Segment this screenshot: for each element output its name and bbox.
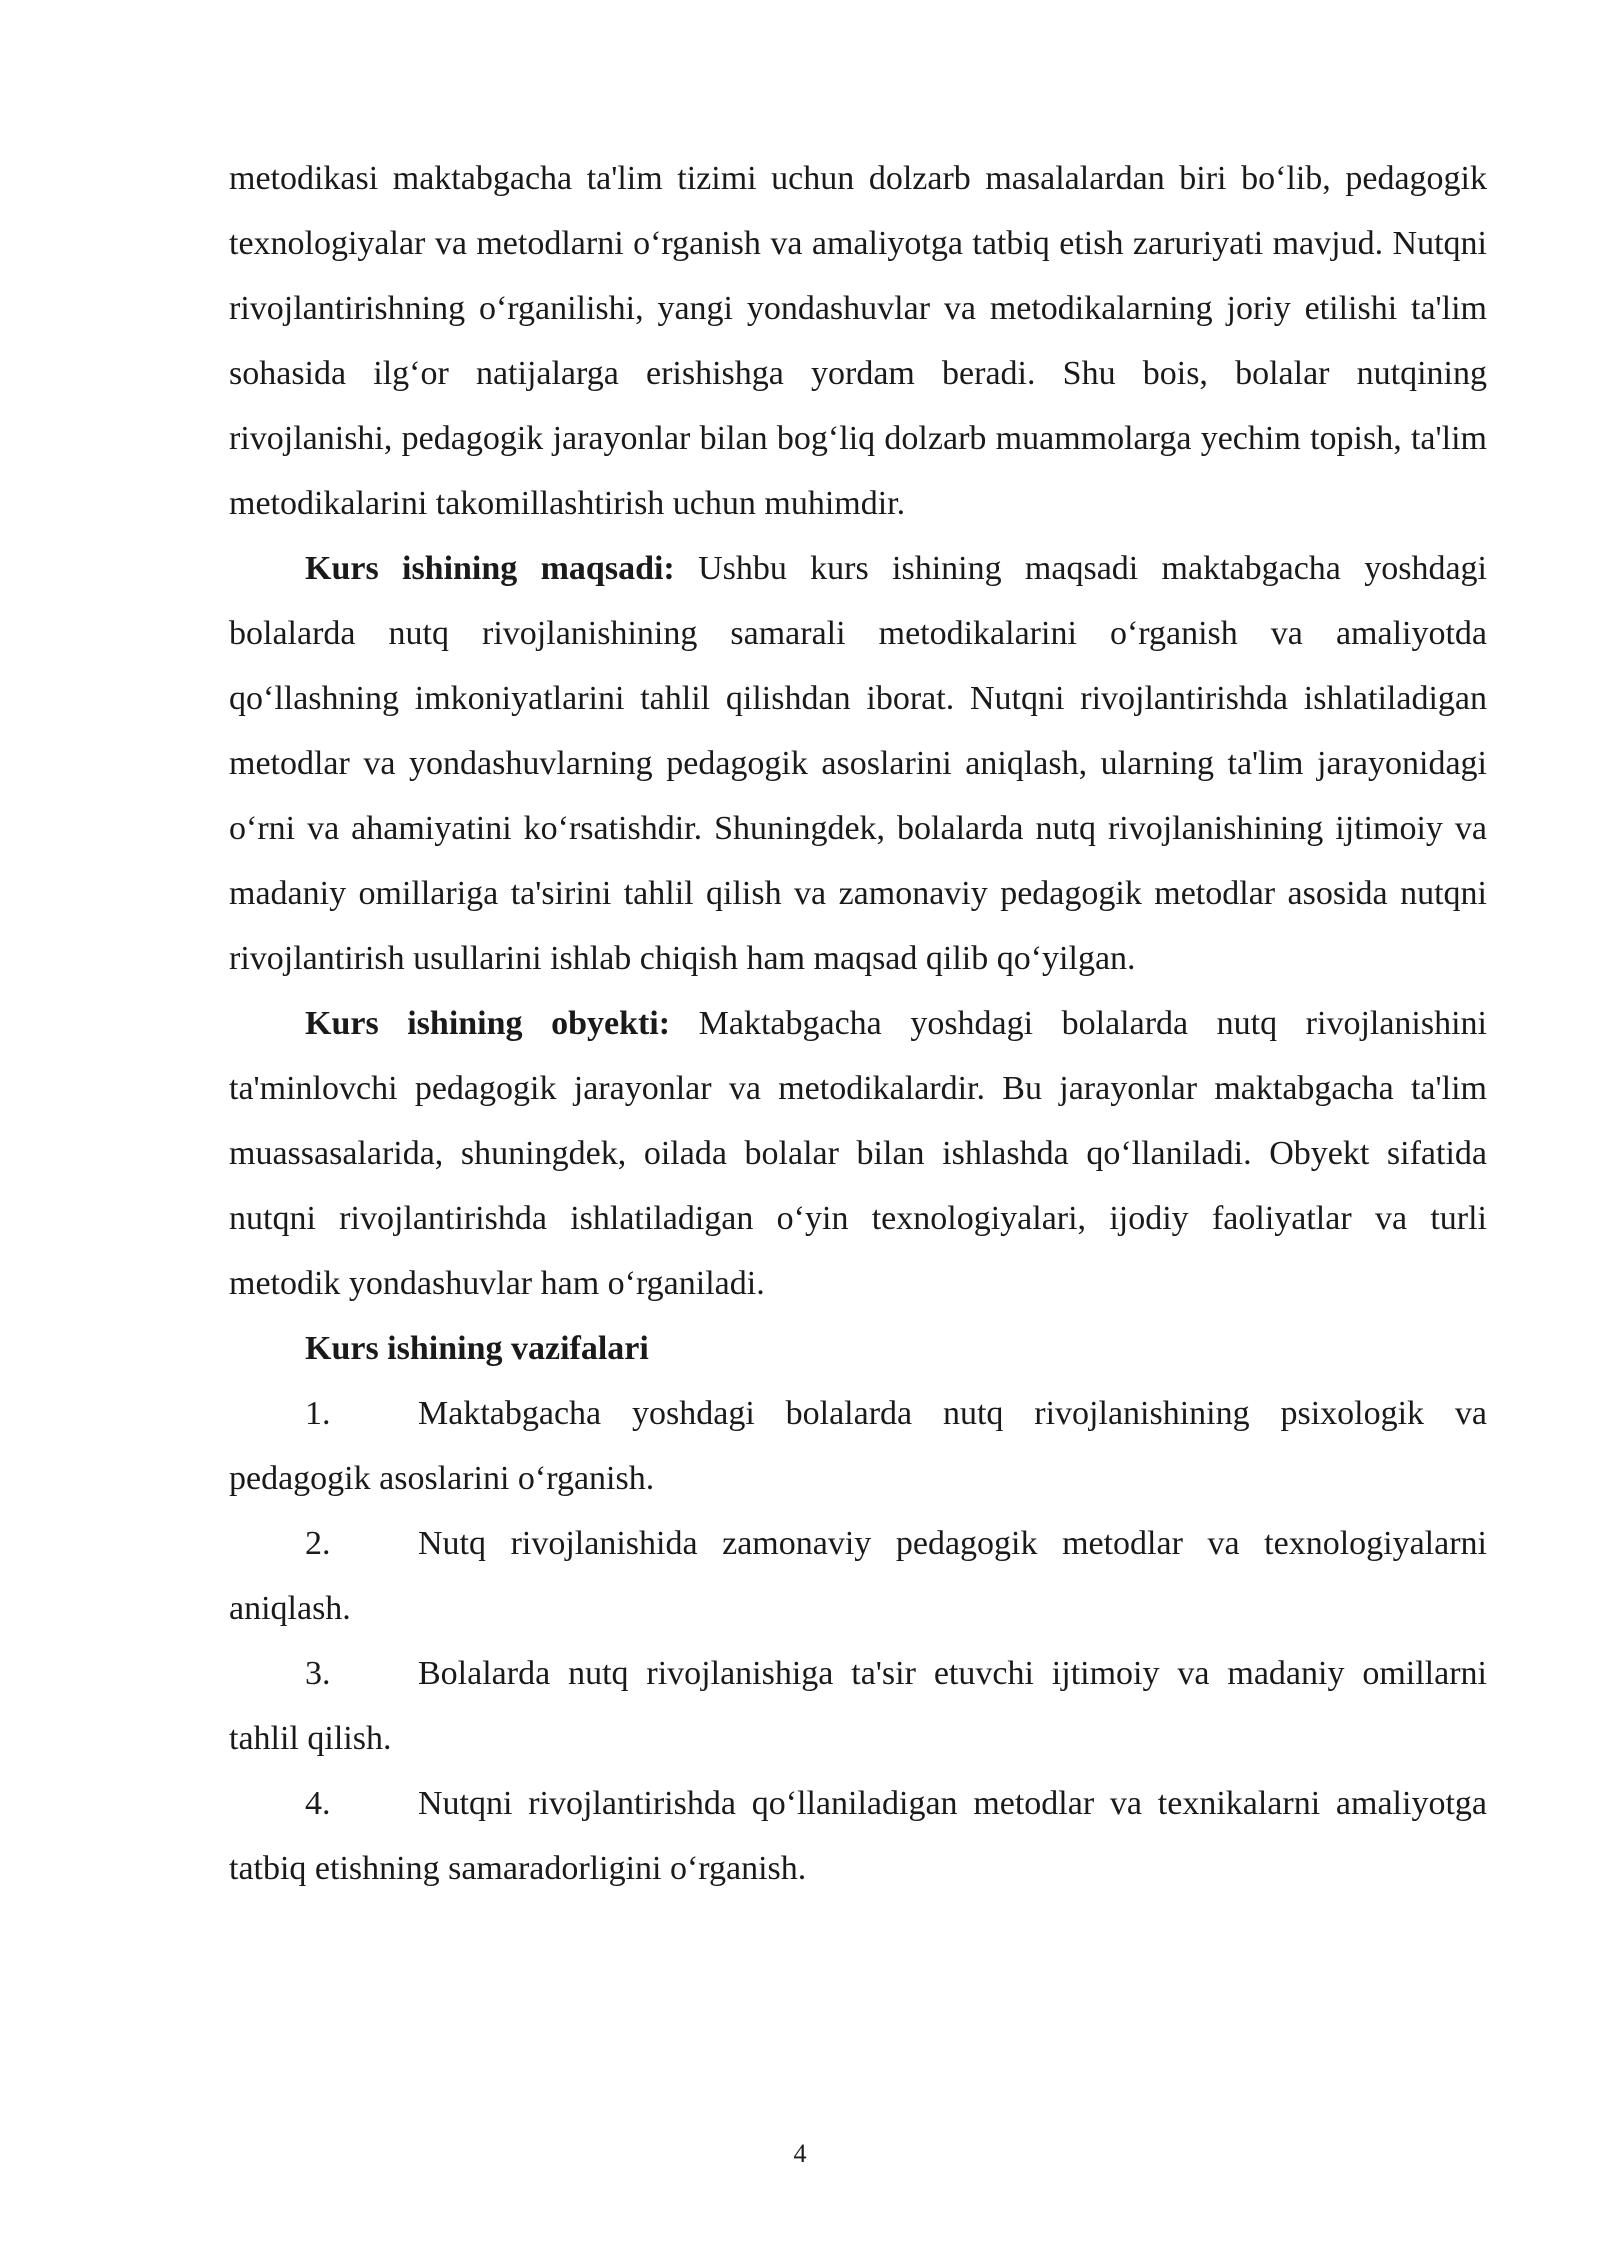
paragraph-text: Maktabgacha yoshdagi bolalarda nutq rivojlanishini ta'minlovchi pedagogik jarayonlar va metodikalardir. Bu jarayonlar maktabgacha ta'lim muassasalarida, shuningdek, oilada bolalar bilan ishlashda qo‘llaniladi. Obyekt sifatida nutqni rivojlantirishda ishlatiladigan o‘yin texnologiyalari, ijodiy faoliyatlar va turli metodik yondashuvlar ham o‘rganiladi. [229, 1005, 1488, 1302]
task-text: Nutqni rivojlantirishda qo‘llaniladigan metodlar va texnikalarni amaliyotga tatbiq etishning samaradorligini o‘rganish. [229, 1785, 1487, 1887]
paragraph-lead: Kurs ishining maqsadi: [305, 550, 675, 587]
paragraph-lead: Kurs ishining obyekti: [305, 1005, 671, 1042]
paragraph-continuation [229, 146, 1487, 536]
page-body [229, 146, 1487, 1901]
task-text: Nutq rivojlanishida zamonaviy pedagogik metodlar va texnologiyalarni aniqlash. [229, 1525, 1487, 1627]
page-number: 4 [793, 2139, 807, 2168]
paragraph-object [229, 991, 1487, 1316]
paragraph-purpose [229, 536, 1487, 991]
paragraph-text: Ushbu kurs ishining maqsadi maktabgacha yoshdagi bolalarda nutq rivojlanishining samarali metodikalarini o‘rganish va amaliyotda qo‘llashning imkoniyatlarini tahlil qilishdan iborat. Nutqni rivojlantirishda ishlatiladigan metodlar va yondashuvlarning pedagogik asoslarini aniqlash, ularning ta'lim jarayonidagi o‘rni va ahamiyatini ko‘rsatishdir. Shuningdek, bolalarda nutq rivojlanishining ijtimoiy va madaniy omillariga ta'sirini tahlil qilish va zamonaviy pedagogik metodlar asosida nutqni rivojlantirish usullarini ishlab chiqish ham maqsad qilib qo‘yilgan. [229, 550, 1487, 977]
task-item [229, 1511, 1487, 1641]
task-text: Maktabgacha yoshdagi bolalarda nutq rivojlanishining psixologik va pedagogik asoslarini o‘rganish. [229, 1395, 1487, 1497]
task-number: 3. [305, 1655, 331, 1692]
task-number: 1. [305, 1395, 331, 1432]
task-item [229, 1381, 1487, 1511]
task-item [229, 1641, 1487, 1771]
tasks-heading: Kurs ishining vazifalari [305, 1330, 649, 1367]
task-number: 2. [305, 1525, 331, 1562]
task-number: 4. [305, 1785, 331, 1822]
task-text: Bolalarda nutq rivojlanishiga ta'sir etuvchi ijtimoiy va madaniy omillarni tahlil qilish. [229, 1655, 1487, 1757]
paragraph-text: metodikasi maktabgacha ta'lim tizimi uchun dolzarb masalalardan biri bo‘lib, pedagogik texnologiyalar va metodlarni o‘rganish va amaliyotga tatbiq etish zaruriyati mavjud. Nutqni rivojlantirishning o‘rganilishi, yangi yondashuvlar va metodikalarning joriy etilishi ta'lim sohasida ilg‘or natijalarga erishishga yordam beradi. Shu bois, bolalar nutqining rivojlanishi, pedagogik jarayonlar bilan bog‘liq dolzarb muammolarga yechim topish, ta'lim metodikalarini takomillashtirish uchun muhimdir. [229, 160, 1487, 522]
task-item [229, 1771, 1487, 1901]
